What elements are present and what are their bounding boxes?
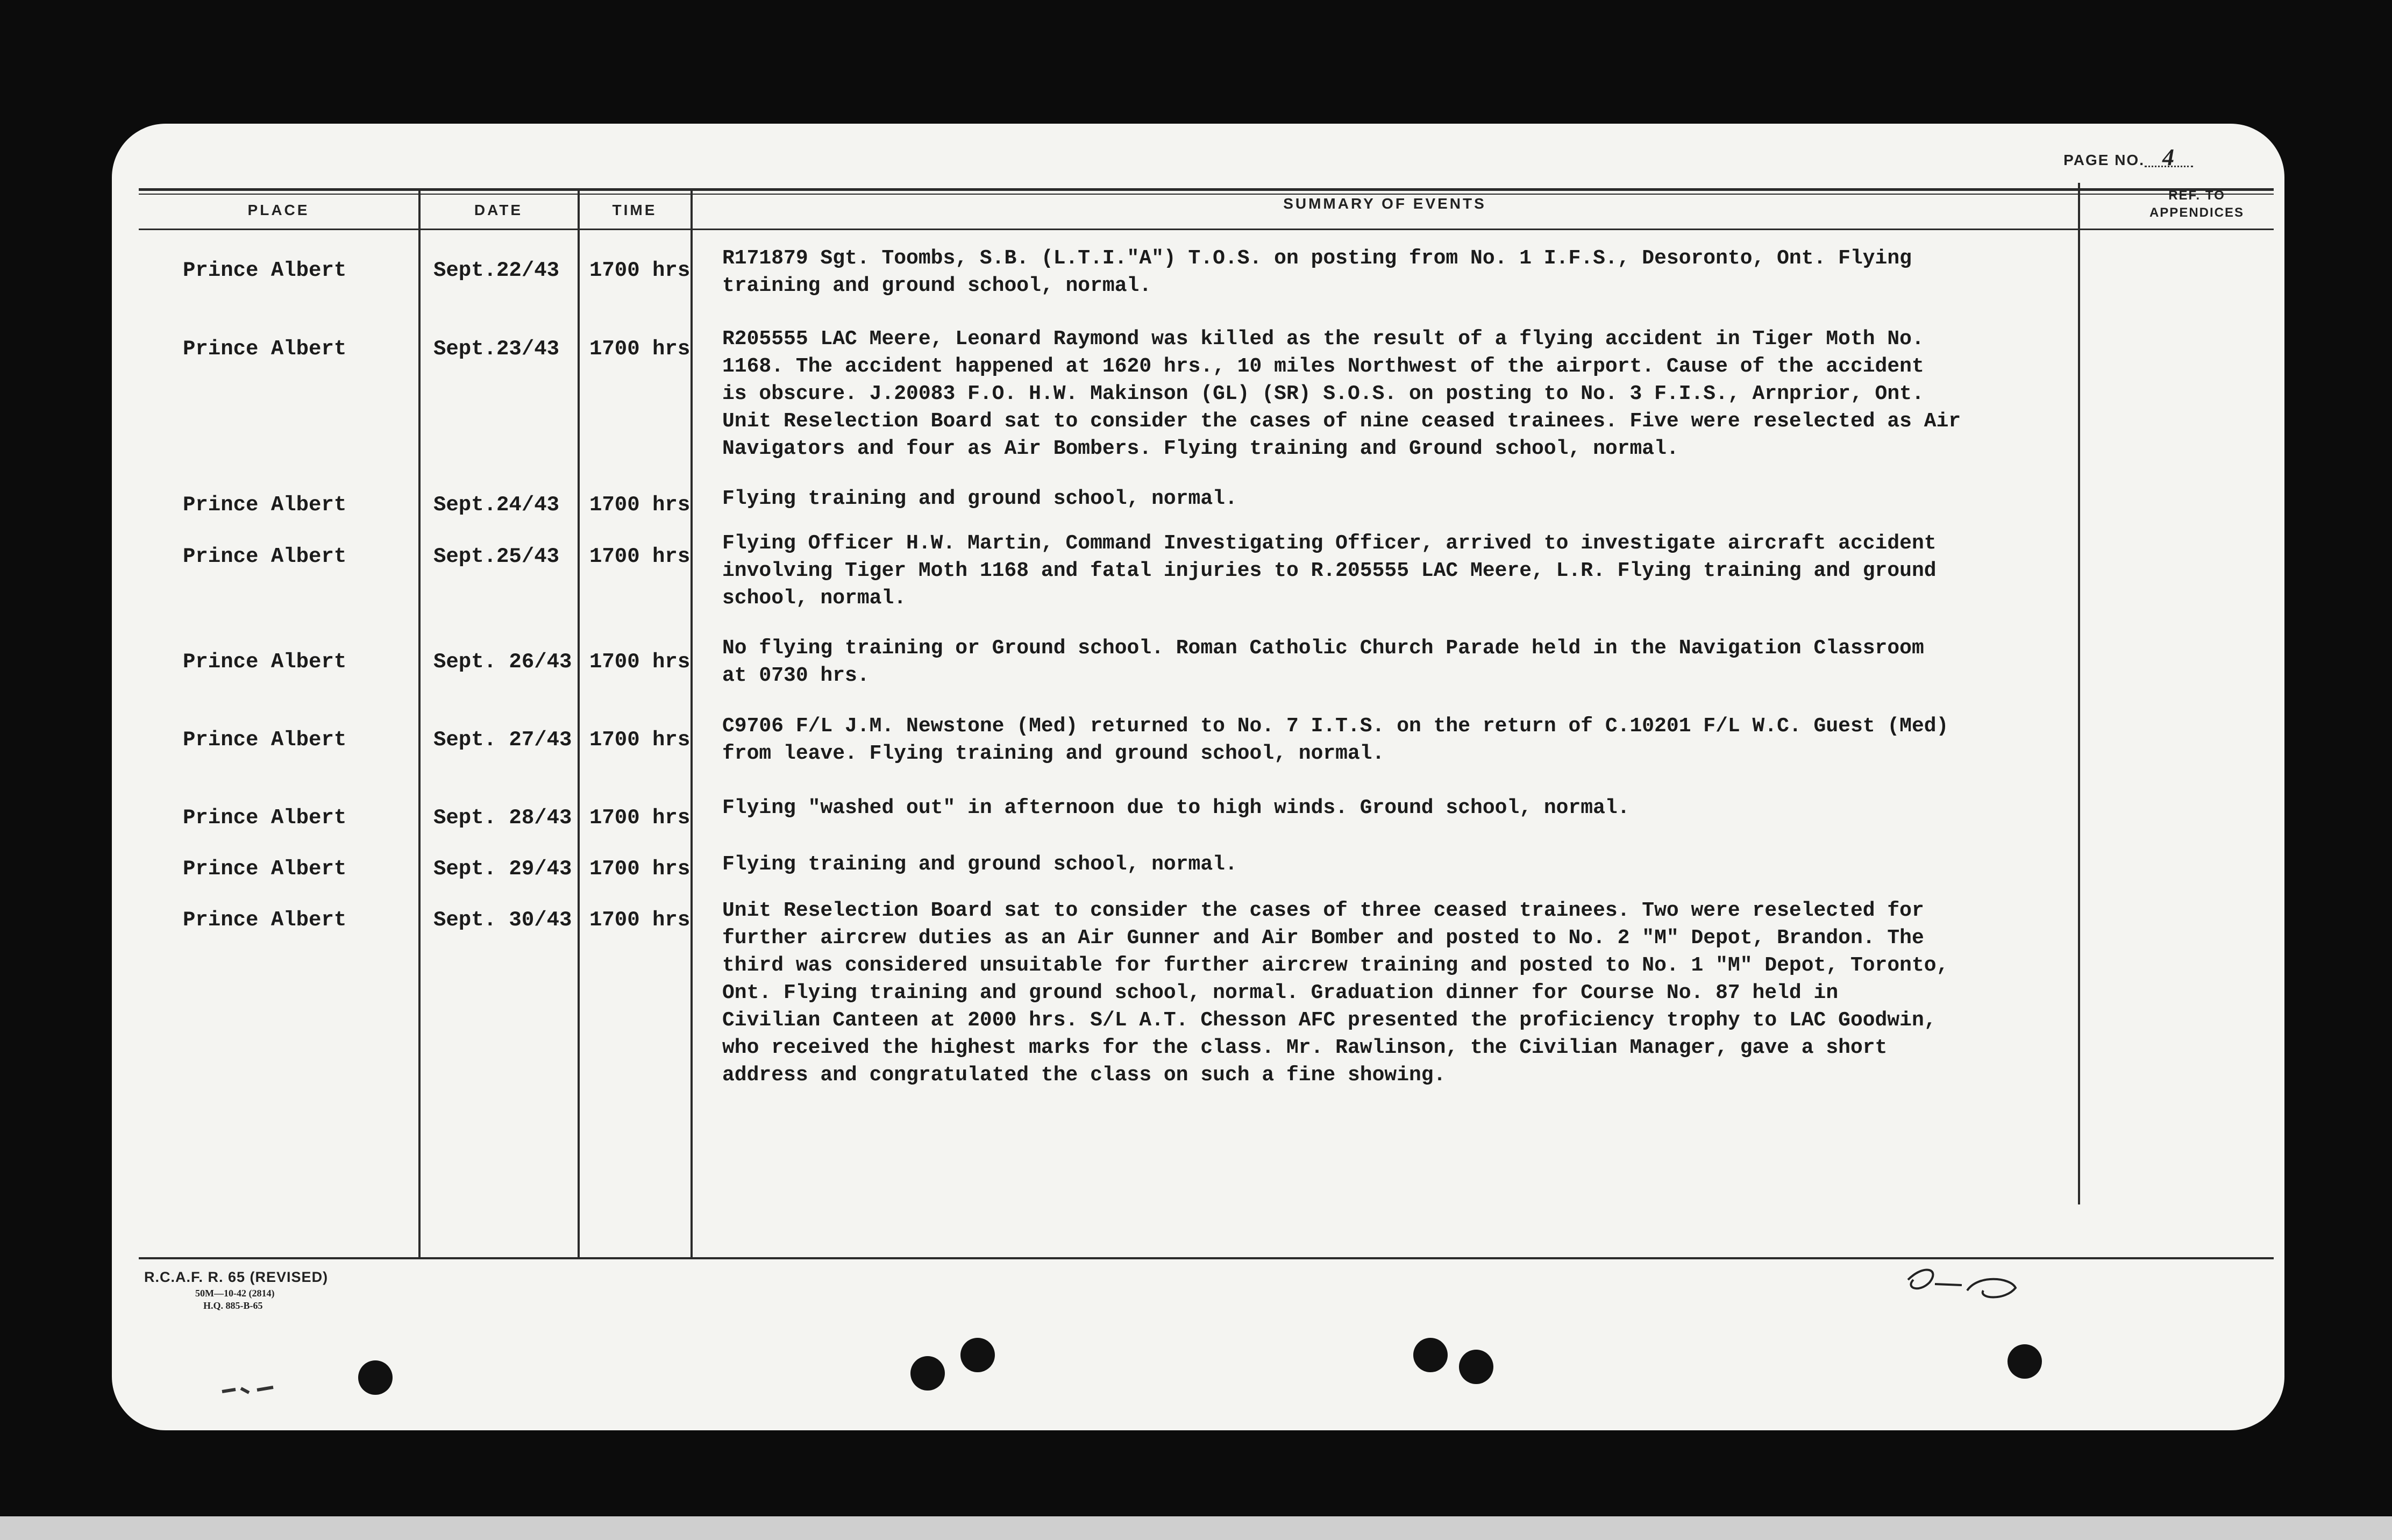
entry-date: Sept. 26/43	[433, 650, 572, 674]
header-ref-appendices	[2140, 187, 2253, 222]
entry-place: Prince Albert	[183, 806, 347, 830]
summary-line: R171879 Sgt. Toombs, S.B. (L.T.I."A") T.O.S. on posting from No. 1 I.F.S., Desoronto, Ont. Flying	[722, 247, 1912, 270]
header-bottom-rule	[139, 229, 2274, 230]
handwritten-initials-icon	[1903, 1258, 2032, 1317]
entry-summary	[722, 634, 2077, 689]
divider-date-time	[578, 191, 580, 1258]
entry-summary	[722, 794, 2077, 822]
summary-line: is obscure. J.20083 F.O. H.W. Makinson (GL) (SR) S.O.S. on posting to No. 3 F.I.S., Arnprior, Ont.	[722, 382, 1924, 405]
summary-line: at 0730 hrs.	[722, 664, 870, 687]
punch-hole	[2007, 1344, 2042, 1379]
header-summary: SUMMARY OF EVENTS	[1283, 195, 1486, 212]
summary-line: involving Tiger Moth 1168 and fatal injuries to R.205555 LAC Meere, L.R. Flying training and ground	[722, 559, 1937, 582]
entry-place: Prince Albert	[183, 908, 347, 932]
summary-line: C9706 F/L J.M. Newstone (Med) returned to No. 7 I.T.S. on the return of C.10201 F/L W.C. Guest (Med)	[722, 715, 1949, 738]
summary-line: No flying training or Ground school. Roman Catholic Church Parade held in the Navigation Classroom	[722, 637, 1924, 660]
entry-place: Prince Albert	[183, 650, 347, 674]
entry-place: Prince Albert	[183, 337, 347, 361]
entry-summary	[722, 245, 2077, 300]
entry-summary	[722, 897, 2077, 1089]
entry-place: Prince Albert	[183, 857, 347, 881]
top-rule-thick	[139, 188, 2274, 191]
punch-hole	[1459, 1350, 1493, 1384]
punch-hole	[1413, 1338, 1448, 1372]
entry-date: Sept. 30/43	[433, 908, 572, 932]
divider-summary-ref	[2078, 183, 2080, 1204]
form-hq-line: H.Q. 885-B-65	[203, 1300, 263, 1311]
entry-time: 1700 hrs	[589, 728, 690, 752]
summary-line: 1168. The accident happened at 1620 hrs., 10 miles Northwest of the airport. Cause of the accident	[722, 355, 1924, 378]
header-time: TIME	[612, 202, 657, 218]
entry-time: 1700 hrs	[589, 650, 690, 674]
entry-time: 1700 hrs	[589, 493, 690, 517]
operations-record-form	[112, 124, 2284, 1430]
summary-line: Navigators and four as Air Bombers. Flying training and Ground school, normal.	[722, 437, 1679, 460]
summary-line: who received the highest marks for the class. Mr. Rawlinson, the Civilian Manager, gave a short	[722, 1036, 1888, 1059]
entry-place: Prince Albert	[183, 728, 347, 752]
entry-time: 1700 hrs	[589, 545, 690, 568]
summary-line: third was considered unsuitable for further aircrew training and posted to No. 1 "M" Depot, Toronto,	[722, 954, 1949, 977]
entry-time: 1700 hrs	[589, 806, 690, 830]
entry-summary	[722, 851, 2077, 878]
page-number-label: PAGE NO.	[2063, 152, 2145, 168]
header-ref-line2: APPENDICES	[2149, 205, 2245, 220]
entry-summary	[722, 485, 2077, 512]
header-place: PLACE	[247, 202, 310, 218]
summary-line: Flying training and ground school, normal.	[722, 487, 1237, 510]
entry-time: 1700 hrs	[589, 259, 690, 282]
summary-line: Ont. Flying training and ground school, normal. Graduation dinner for Course No. 87 held in	[722, 981, 1839, 1004]
punch-hole	[960, 1338, 995, 1372]
entry-summary	[722, 325, 2077, 462]
entry-time: 1700 hrs	[589, 908, 690, 932]
summary-line: R205555 LAC Meere, Leonard Raymond was killed as the result of a flying accident in Tiger Moth No.	[722, 327, 1924, 351]
entry-time: 1700 hrs	[589, 337, 690, 361]
summary-line: further aircrew duties as an Air Gunner and Air Bomber and posted to No. 2 "M" Depot, Brandon. The	[722, 926, 1924, 950]
entry-date: Sept. 27/43	[433, 728, 572, 752]
entry-time: 1700 hrs	[589, 857, 690, 881]
divider-place-date	[418, 191, 421, 1258]
entry-summary	[722, 530, 2077, 612]
entry-summary	[722, 712, 2077, 767]
punch-hole	[358, 1360, 393, 1395]
header-ref-line1: REF. TO	[2168, 188, 2225, 203]
summary-line: school, normal.	[722, 587, 907, 610]
summary-line: Flying training and ground school, normal.	[722, 853, 1237, 876]
top-rule-thin	[139, 194, 2274, 195]
entry-place: Prince Albert	[183, 493, 347, 517]
entry-place: Prince Albert	[183, 545, 347, 568]
summary-line: Flying "washed out" in afternoon due to high winds. Ground school, normal.	[722, 796, 1630, 819]
summary-line: from leave. Flying training and ground school, normal.	[722, 742, 1385, 765]
divider-time-summary	[690, 191, 693, 1258]
summary-line: Civilian Canteen at 2000 hrs. S/L A.T. Chesson AFC presented the proficiency trophy to LAC Goodwin,	[722, 1009, 1937, 1032]
scanner-bed-edge	[0, 1516, 2392, 1540]
summary-line: Unit Reselection Board sat to consider the cases of three ceased trainees. Two were reselected for	[722, 899, 1924, 922]
form-print-line: 50M—10-42 (2814)	[195, 1288, 275, 1299]
summary-line: training and ground school, normal.	[722, 274, 1152, 297]
ink-smudge-icon	[219, 1382, 279, 1398]
entry-date: Sept.25/43	[433, 545, 560, 568]
summary-line: Flying Officer H.W. Martin, Command Investigating Officer, arrived to investigate aircraft accident	[722, 532, 1937, 555]
entry-place: Prince Albert	[183, 259, 347, 282]
summary-line: Unit Reselection Board sat to consider the cases of nine ceased trainees. Five were reselected as Air	[722, 410, 1961, 433]
form-identifier	[144, 1269, 328, 1311]
header-date: DATE	[474, 202, 523, 218]
entry-date: Sept.24/43	[433, 493, 560, 517]
entry-date: Sept.23/43	[433, 337, 560, 361]
summary-line: address and congratulated the class on such a fine showing.	[722, 1064, 1446, 1087]
entry-date: Sept. 28/43	[433, 806, 572, 830]
page-number-value: 4	[2145, 149, 2193, 167]
punch-hole	[910, 1356, 945, 1391]
form-id-title: R.C.A.F. R. 65 (REVISED)	[144, 1269, 329, 1285]
entry-date: Sept.22/43	[433, 259, 560, 282]
entry-date: Sept. 29/43	[433, 857, 572, 881]
page-number-field	[2063, 144, 2193, 170]
